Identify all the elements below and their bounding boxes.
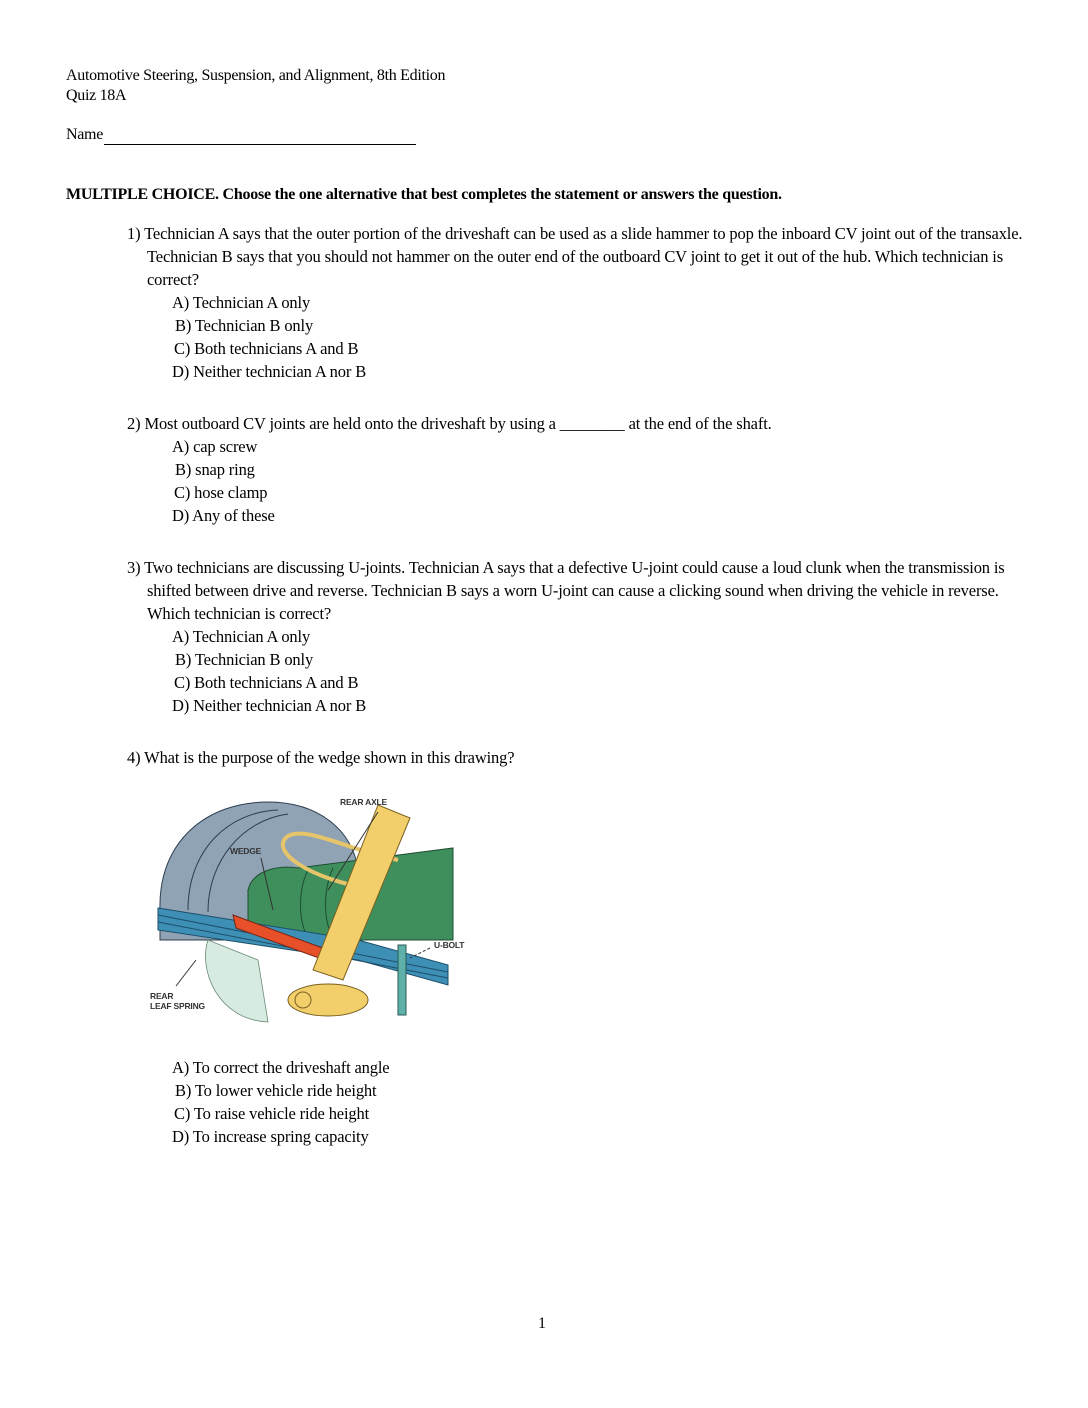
question-3: [127, 556, 1027, 717]
option-a: A) To correct the driveshaft angle: [172, 1058, 390, 1077]
name-label: Name: [66, 126, 104, 143]
option-d: D) Neither technician A nor B: [172, 696, 367, 715]
course-title: Automotive Steering, Suspension, and Alignment, 8th Edition: [66, 67, 446, 84]
option-d: D) To increase spring capacity: [172, 1127, 369, 1146]
options-list: [172, 1056, 1027, 1148]
question-text: Most outboard CV joints are held onto the driveshaft by using a ________ at the end of the shaft.: [144, 414, 772, 433]
question-1: [127, 222, 1027, 383]
question-number: 4): [127, 748, 141, 767]
label-rear: REAR: [150, 991, 174, 1001]
question-text: What is the purpose of the wedge shown in this drawing?: [144, 748, 515, 767]
rear-axle-wedge-diagram: [148, 790, 478, 1030]
question-text: Technician A says that the outer portion of the driveshaft can be used as a slide hammer to pop the inboard CV joint out of the transaxle. Technician B says that you should not hammer on the outer end of the outboard CV joint to get it out of the hub. Which technician is correct?: [144, 224, 1023, 289]
option-c: C) Both technicians A and B: [174, 339, 359, 358]
question-4-options: [127, 1056, 1027, 1148]
option-b: B) snap ring: [175, 460, 255, 479]
label-u-bolt: U-BOLT: [434, 940, 465, 950]
question-2: [127, 412, 1027, 527]
question-number: 1): [127, 224, 141, 243]
option-b: B) Technician B only: [175, 650, 314, 669]
label-leaf-spring: LEAF SPRING: [150, 1001, 205, 1011]
label-rear-axle: REAR AXLE: [340, 797, 388, 807]
question-number: 3): [127, 558, 141, 577]
option-b: B) To lower vehicle ride height: [175, 1081, 377, 1100]
rear-suspension-illustration: [148, 790, 478, 1030]
name-field-row: [66, 125, 416, 145]
option-c: C) hose clamp: [174, 483, 268, 502]
question-4: [127, 746, 1027, 769]
option-c: C) To raise vehicle ride height: [174, 1104, 370, 1123]
question-stem: [127, 412, 1027, 435]
document-header: [66, 66, 445, 106]
options-list: [172, 291, 1027, 383]
option-d: D) Any of these: [172, 506, 275, 525]
option-b: B) Technician B only: [175, 316, 314, 335]
label-wedge: WEDGE: [230, 846, 262, 856]
option-c: C) Both technicians A and B: [174, 673, 359, 692]
question-stem: [127, 222, 1027, 291]
question-number: 2): [127, 414, 141, 433]
question-stem: [127, 746, 1027, 769]
option-a: A) cap screw: [172, 437, 258, 456]
question-stem: [127, 556, 1027, 625]
page-number: 1: [538, 1315, 546, 1332]
name-blank-line: [104, 128, 416, 145]
options-list: [172, 435, 1027, 527]
option-a: A) Technician A only: [172, 293, 311, 312]
section-instructions: MULTIPLE CHOICE. Choose the one alternative that best completes the statement or answers the question.: [66, 186, 782, 203]
options-list: [172, 625, 1027, 717]
option-a: A) Technician A only: [172, 627, 311, 646]
quiz-title: Quiz 18A: [66, 87, 127, 104]
option-d: D) Neither technician A nor B: [172, 362, 367, 381]
question-text: Two technicians are discussing U-joints. Technician A says that a defective U-joint could cause a loud clunk when the transmission is shifted between drive and reverse. Technician B says a worn U-joint can cause a clicking sound when driving the vehicle in reverse. Which technician is correct?: [144, 558, 1005, 623]
